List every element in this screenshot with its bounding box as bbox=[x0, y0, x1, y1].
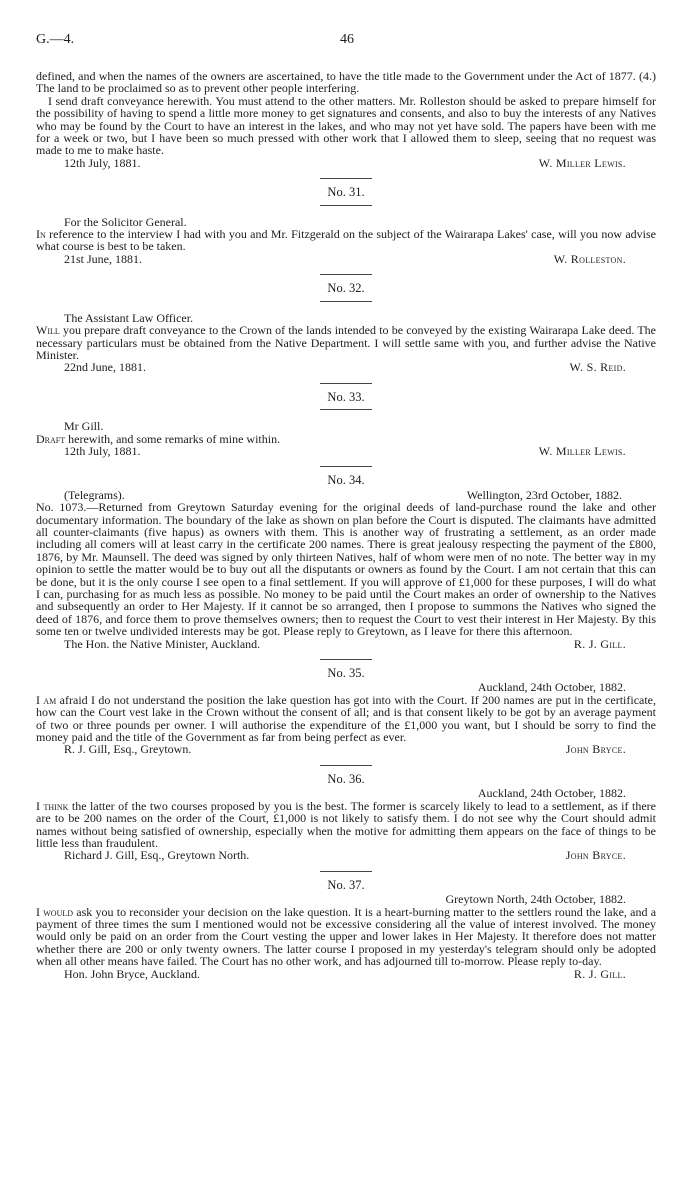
section-divider bbox=[320, 383, 372, 384]
letter-body bbox=[36, 228, 656, 253]
letter-body-text: afraid I do not understand the position the lake question has got into with the Court. If 200 names are put in the certificate, how can the Court vest lake in the Crown without the consent of all; and is that consent likely to be got by an average payment of two or three pounds per owner. I will authorise the expenditure of the £1,000 you want, but I should be sorry to find the money paid and the title of the Government as far from being perfect as ever. bbox=[36, 692, 657, 745]
document-reference: G.—4. bbox=[36, 32, 75, 47]
opening-signature: W. Miller Lewis. bbox=[538, 155, 626, 170]
letter-35 bbox=[36, 667, 656, 756]
letter-date: 22nd June, 1881. bbox=[64, 360, 146, 375]
letter-31 bbox=[36, 186, 656, 265]
letter-addressee: Mr Gill. bbox=[64, 419, 104, 434]
section-divider bbox=[320, 274, 372, 275]
letter-signature: W. S. Reid. bbox=[569, 360, 626, 375]
section-divider bbox=[320, 765, 372, 766]
letter-place-date: Auckland, 24th October, 1882. bbox=[477, 786, 626, 801]
letter-36 bbox=[36, 773, 656, 862]
document-page bbox=[36, 34, 656, 980]
telegram-label: (Telegrams). bbox=[64, 487, 125, 502]
letter-signature-row bbox=[36, 743, 656, 755]
letter-lead: I would bbox=[36, 904, 74, 919]
letter-addressee: The Assistant Law Officer. bbox=[64, 310, 194, 325]
letter-place-date: Wellington, 23rd October, 1882. bbox=[466, 487, 622, 502]
letter-place-date: Greytown North, 24th October, 1882. bbox=[445, 892, 626, 907]
section-divider bbox=[320, 205, 372, 206]
letter-body-text: the latter of the two courses proposed by you is the best. The former is scarcely likely to lead to a settlement, as if there are to be 200 names on the order of the Court, £1,000 is not likely to satisfy them. I do not see why the Court should admit names without being satisfied of ownership, especially when the motive for admitting them appears on the face of things to be little less than fraudulent. bbox=[36, 798, 656, 850]
letter-signature: R. J. Gill. bbox=[573, 966, 626, 981]
letter-body bbox=[36, 906, 656, 968]
letter-32 bbox=[36, 282, 656, 373]
opening-date: 12th July, 1881. bbox=[64, 155, 141, 170]
section-divider bbox=[320, 178, 372, 179]
letter-body-text: ask you to reconsider your decision on the lake question. It is a heart-burning matter to the settlers round the lake, and a payment of three times the sum I mentioned would not be excessive considering all the value of interest involved. The money would only be paid on an order from the Court vesting the upper and lower lakes in Her Majesty. It therefore does not matter whether there are 200 or only twenty owners. The latter course I proposed in my yesterday's telegram should only be adopted when all other means have failed. The Court has no other work, and has adjourned till to-morrow. Please reply to-day. bbox=[36, 904, 657, 969]
letter-signature: John Bryce. bbox=[565, 848, 626, 863]
letter-addressee: R. J. Gill, Esq., Greytown. bbox=[64, 742, 192, 757]
letter-lead: I am bbox=[36, 692, 57, 707]
letter-33 bbox=[36, 391, 656, 458]
opening-section bbox=[36, 70, 656, 169]
letter-lead: Will bbox=[36, 323, 60, 338]
letter-signature-row bbox=[36, 445, 656, 457]
letter-addressee: Hon. John Bryce, Auckland. bbox=[64, 966, 200, 981]
letter-signature: R. J. Gill. bbox=[573, 636, 626, 651]
letter-signature: John Bryce. bbox=[565, 742, 626, 757]
letter-signature: W. Miller Lewis. bbox=[538, 443, 626, 458]
letter-lead: Draft bbox=[36, 431, 66, 446]
letter-body-text: you prepare draft conveyance to the Crown of the lands intended to be conveyed by the existing Wairarapa Lake deed. The necessary particulars must be obtained from the Native Department. I will settle same with you, and further advise the Native Minister. bbox=[36, 323, 656, 362]
letter-signature-row bbox=[36, 849, 656, 861]
opening-paragraph-1: defined, and when the names of the owners are ascertained, to have the title made to the Government under the Act of 1877. (4.) The land to be proclaimed so as to prevent other people interfering. bbox=[36, 69, 656, 96]
page-number: 46 bbox=[340, 32, 354, 47]
letter-body-text: herewith, and some remarks of mine within. bbox=[68, 431, 281, 446]
letter-number: No. 36. bbox=[327, 771, 365, 786]
letter-body bbox=[36, 324, 656, 361]
letter-body bbox=[36, 694, 656, 744]
letter-addressee: Richard J. Gill, Esq., Greytown North. bbox=[64, 848, 250, 863]
letter-body bbox=[36, 800, 656, 850]
letter-place-date: Auckland, 24th October, 1882. bbox=[477, 680, 626, 695]
letter-body-text: reference to the interview I had with you and Mr. Fitzgerald on the subject of the Wairarapa Lakes' case, will you now advise what course is best to be taken. bbox=[36, 227, 656, 254]
letter-signature-row bbox=[36, 361, 656, 373]
letter-addressee: The Hon. the Native Minister, Auckland. bbox=[64, 636, 261, 651]
letter-number: No. 33. bbox=[327, 389, 365, 404]
section-divider bbox=[320, 659, 372, 660]
section-divider bbox=[320, 871, 372, 872]
letter-34 bbox=[36, 474, 656, 650]
letter-lead: In bbox=[36, 227, 46, 242]
letter-signature-row bbox=[36, 253, 656, 265]
letter-signature-row bbox=[36, 638, 656, 650]
letter-number: No. 35. bbox=[327, 666, 365, 681]
letter-date: 21st June, 1881. bbox=[64, 251, 142, 266]
section-divider bbox=[320, 409, 372, 410]
opening-paragraph-2: I send draft conveyance herewith. You must attend to the other matters. Mr. Rolleston should be asked to prepare himself for the possibility of having to spend a little more money to get signatures and consents, and also to buy the interests of any Natives who may be found by the Court to have an interest in the lakes, and who may not yet have sold. The papers have been with me for a week or two, but I have been so much pressed with other work that I allowed them to sleep, seeing that no request was made to me to make haste. bbox=[36, 93, 656, 158]
letter-number: No. 37. bbox=[327, 877, 365, 892]
letter-lead: I think bbox=[36, 798, 69, 813]
letter-addressee: For the Solicitor General. bbox=[64, 214, 187, 229]
opening-signature-row bbox=[36, 157, 656, 169]
letter-signature: W. Rolleston. bbox=[553, 251, 626, 266]
letter-number: No. 31. bbox=[327, 185, 365, 200]
section-divider bbox=[320, 466, 372, 467]
letter-signature-row bbox=[36, 968, 656, 980]
letter-date: 12th July, 1881. bbox=[64, 443, 141, 458]
section-divider bbox=[320, 301, 372, 302]
letter-body-text: No. 1073.—Returned from Greytown Saturday evening for the original deeds of land-purchase round the lake and other documentary information. The boundary of the lake as shown on plan before the Court is disputed. The claimants have admitted all counter-claimants (five hapus) as owners with them. This is another way of frustrating a settlement, as an order made including all comers will at least carry in the certificate 200 names. There is great jealousy respecting the payment of the £800, 1876, by Mr. Maunsell. The deed was signed by only thirteen Natives, half of whom were men of no note. The better way in my opinion to settle the matter would be to buy out all the disputants or owners as found by the Court. I am not certain that this can be done, but it is the only course I see open to a final settlement. If you will approve of £1,000 for these purposes, I will do what I can, purchasing for as much less as possible. No money to be paid until the Court makes an order of ownership to the Natives and subsequently an order to Her Majesty. If it cannot be so arranged, then I propose to summons the Natives who signed the deed of 1876, and force them to prove themselves owners; then to request the Court to vest their interest in Her Majesty. By this some ten or twelve undivided interests may be got. Please reply to Greytown, as I leave for there this afternoon. bbox=[36, 500, 656, 639]
letter-number: No. 34. bbox=[327, 473, 365, 488]
letter-number: No. 32. bbox=[327, 281, 365, 296]
page-header bbox=[36, 34, 656, 54]
letter-37 bbox=[36, 879, 656, 980]
